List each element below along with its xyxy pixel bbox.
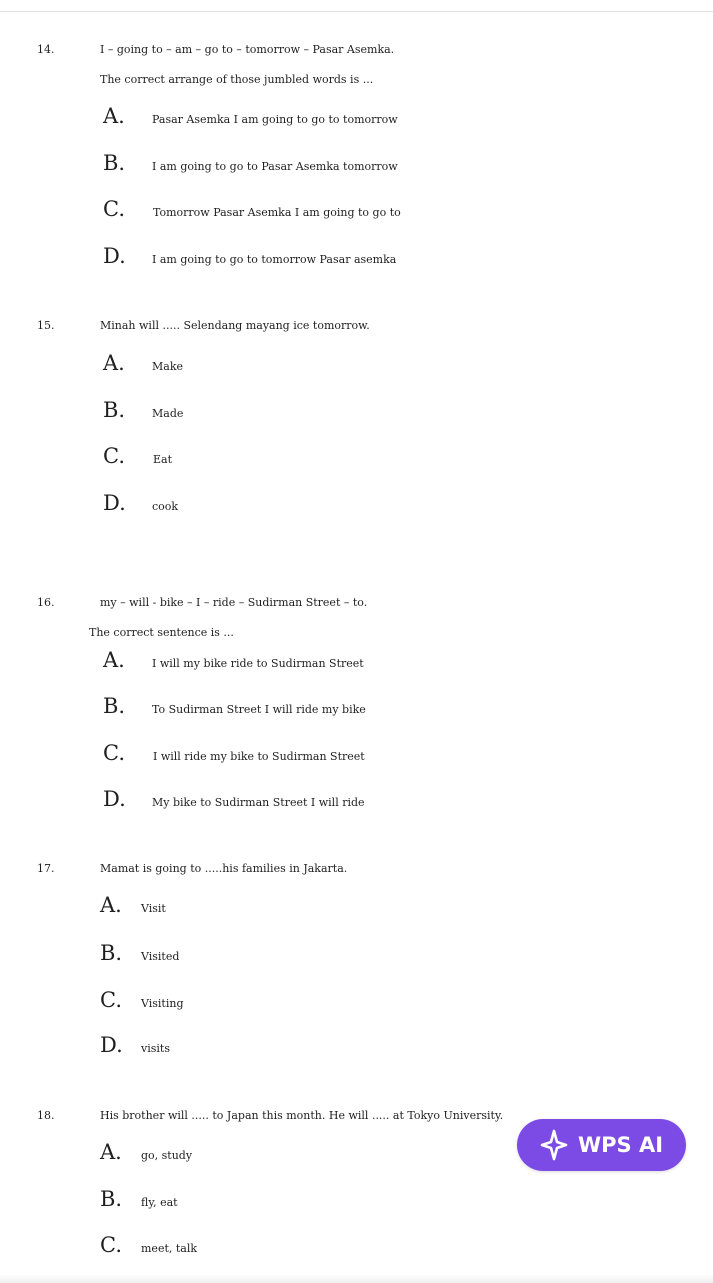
option-text: I will my bike ride to Sudirman Street: [152, 657, 364, 670]
wps-ai-button[interactable]: [517, 1119, 686, 1171]
option-letter: D.: [103, 787, 126, 811]
option-letter: A.: [103, 104, 125, 128]
option-text: To Sudirman Street I will ride my bike: [152, 703, 366, 716]
question-text: His brother will ..... to Japan this month. He will ..... at Tokyo University.: [100, 1109, 504, 1122]
option-text: cook: [152, 500, 179, 513]
question-subtext: The correct sentence is ...: [89, 626, 234, 639]
option-text: Visiting: [141, 997, 184, 1010]
option-letter: A.: [100, 1140, 122, 1164]
option-text: go, study: [141, 1149, 193, 1162]
wps-ai-label: WPS AI: [577, 1133, 664, 1157]
option-text: I will ride my bike to Sudirman Street: [153, 750, 365, 763]
option-text: meet, talk: [141, 1242, 198, 1255]
option-letter: D.: [100, 1033, 123, 1057]
option-text: Make: [152, 360, 183, 373]
option-letter: D.: [103, 491, 126, 515]
question-text: Mamat is going to .....his families in Jakarta.: [100, 862, 348, 875]
option-letter: B.: [103, 151, 126, 175]
option-letter: B.: [103, 398, 126, 422]
option-text: Visited: [141, 950, 180, 963]
bottom-shadow: [0, 1274, 713, 1283]
option-letter: A.: [103, 351, 125, 375]
sparkle-icon: [540, 1129, 568, 1161]
question-number: 15.: [37, 319, 55, 332]
question-text: Minah will ..... Selendang mayang ice tomorrow.: [100, 319, 370, 332]
option-letter: C.: [100, 988, 122, 1012]
option-letter: B.: [103, 694, 126, 718]
question-number: 16.: [37, 596, 55, 609]
option-text: I am going to go to tomorrow Pasar asemka: [152, 253, 397, 266]
option-text: My bike to Sudirman Street I will ride: [152, 796, 365, 809]
question-number: 18.: [37, 1109, 55, 1122]
option-letter: A.: [103, 648, 125, 672]
option-text: fly, eat: [141, 1196, 178, 1209]
option-letter: C.: [100, 1233, 122, 1257]
option-text: Made: [152, 407, 184, 420]
option-letter: C.: [103, 444, 125, 468]
option-letter: C.: [103, 741, 125, 765]
question-subtext: The correct arrange of those jumbled words is ...: [100, 73, 374, 86]
option-text: I am going to go to Pasar Asemka tomorrow: [152, 160, 398, 173]
option-letter: C.: [103, 197, 125, 221]
question-number: 14.: [37, 43, 55, 56]
option-letter: D.: [103, 244, 126, 268]
question-text: my – will - bike – I – ride – Sudirman Street – to.: [100, 596, 368, 609]
option-text: visits: [141, 1042, 170, 1055]
top-divider: [0, 11, 713, 12]
option-text: Visit: [141, 902, 166, 915]
question-text: I – going to – am – go to – tomorrow – Pasar Asemka.: [100, 43, 395, 56]
option-letter: B.: [100, 941, 123, 965]
option-letter: B.: [100, 1187, 123, 1211]
option-text: Pasar Asemka I am going to go to tomorrow: [152, 113, 398, 126]
question-number: 17.: [37, 862, 55, 875]
option-text: Eat: [153, 453, 173, 466]
option-letter: A.: [100, 893, 122, 917]
option-text: Tomorrow Pasar Asemka I am going to go to: [153, 206, 401, 219]
